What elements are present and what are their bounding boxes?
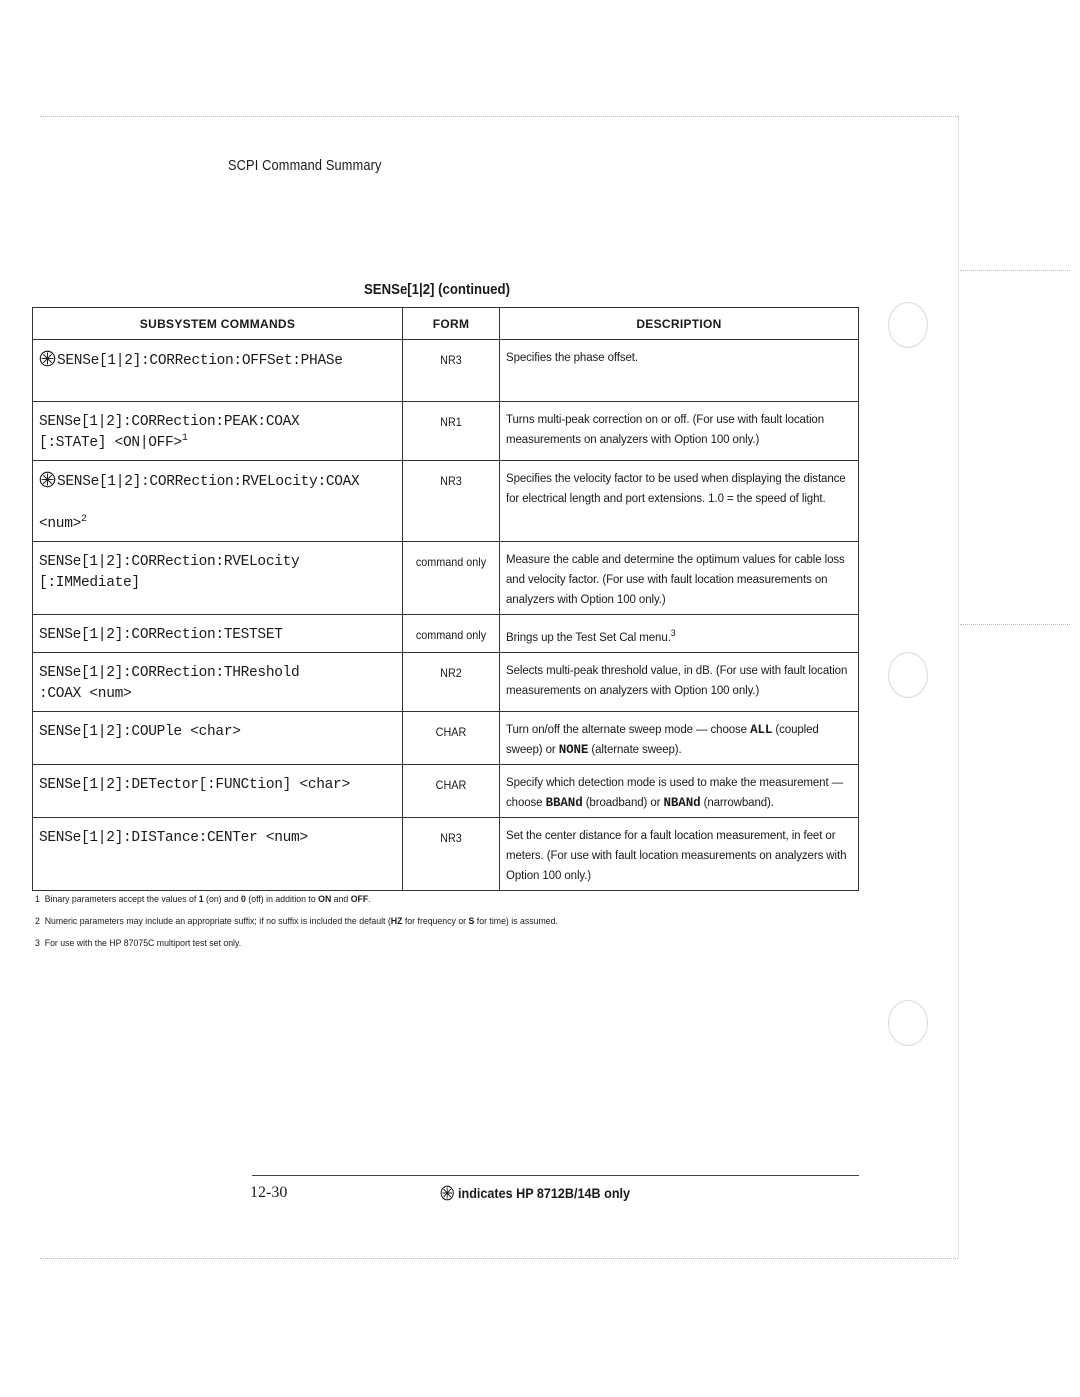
command-text: SENSe[1|2]:DISTance:CENTer <num> [39,830,308,846]
description-text-a: Specify which detection mode is used to make the measurement — choose [506,777,844,809]
footnote-text: Binary parameters accept the values of [44,894,199,905]
footnote-1 [35,889,558,911]
description-text: Brings up the Test Set Cal menu. [506,631,671,644]
description-cell [500,765,859,818]
command-text: SENSe[1|2]:CORRection:OFFSet:PHASe [57,353,343,369]
table-row [33,402,859,461]
description-cell [500,712,859,765]
form-cell [403,615,500,653]
scan-edge-top [40,116,958,117]
command-text-line2: :COAX <num> [39,686,132,702]
footnote-number: 3 [35,938,40,949]
table-row [33,461,859,542]
command-cell [33,461,403,542]
command-text: SENSe[1|2]:COUPle <char> [39,724,241,740]
form-cell [403,818,500,891]
table-row [33,340,859,402]
table-header-row [33,308,859,340]
description-text-a: Turn on/off the alternate sweep mode — choose [506,724,751,736]
footnote-ref: 2 [81,514,87,526]
table-row [33,765,859,818]
description-text: Turns multi-peak correction on or off. (For use with fault location measurements on analyzers with Option 100 only.) [506,414,824,446]
form-cell [403,542,500,615]
keyword-all: ALL [750,723,773,737]
footnotes [35,889,558,955]
command-cell [33,340,403,402]
page-number: 12-30 [250,1184,288,1201]
command-table [32,307,859,891]
form-cell [403,712,500,765]
description-text-c: (alternate sweep). [588,744,682,756]
footnote-value-zero: 0 [241,894,246,905]
hp-8712b-14b-icon [440,1185,454,1201]
footnote-text: and [331,894,351,905]
command-cell [33,402,403,461]
description-text-c: (narrowband). [700,797,774,809]
footer-note [440,1185,630,1201]
command-text-line2: <num> [39,516,82,532]
footnote-ref: 3 [670,628,676,638]
table-row [33,818,859,891]
keyword-bband: BBANd [545,796,583,810]
footnote-text: (on) and [203,894,242,905]
description-cell [500,340,859,402]
description-cell [500,402,859,461]
table-row [33,712,859,765]
form-value: command only [415,555,487,569]
command-text-line1: SENSe[1|2]:CORRection:RVELocity:COAX [57,474,360,490]
footnote-value-off: OFF [350,894,369,905]
form-cell [403,340,500,402]
scan-edge-right [958,116,959,1258]
command-cell [33,615,403,653]
description-cell [500,653,859,712]
description-cell [500,542,859,615]
keyword-none: NONE [558,743,589,757]
command-cell [33,542,403,615]
footnote-number: 2 [35,916,40,927]
scan-tick-right-2 [960,624,1070,625]
footnote-text: . [368,894,371,905]
description-cell [500,818,859,891]
table-row [33,542,859,615]
form-value: NR3 [440,353,462,367]
form-cell [403,402,500,461]
hp-8712b-14b-icon [39,471,56,488]
table-row [33,615,859,653]
description-text-b: (broadband) or [582,797,664,809]
description-text: Selects multi-peak threshold value, in dB. (For use with fault location measurements on analyzers with Option 100 only.) [506,665,848,697]
description-cell [500,461,859,542]
description-text: Specifies the phase offset. [506,352,638,364]
table-row [33,653,859,712]
description-text-b: (coupled sweep) or [506,724,819,756]
command-cell [33,818,403,891]
description-text: Set the center distance for a fault location measurement, in feet or meters. (For use with fault location measurements on analyzers with Option 100 only.) [506,830,847,882]
footnote-value-hz: HZ [390,916,403,927]
command-text-line1: SENSe[1|2]:CORRection:THReshold [39,665,300,681]
footnote-value-on: ON [318,894,332,905]
footnote-value-one: 1 [198,894,204,905]
form-value: NR3 [440,474,462,488]
col-header-form: FORM [403,308,500,340]
keyword-nband: NBANd [663,796,701,810]
footer-rule [252,1175,859,1176]
section-title: SCPI Command Summary [228,157,382,174]
form-value: command only [415,628,487,642]
description-text: Measure the cable and determine the optimum values for cable loss and velocity factor. (For use with fault location measurements on analyzers with Option 100 only.) [506,554,845,606]
footnote-ref: 1 [181,433,188,445]
table-title: SENSe[1|2] (continued) [364,281,510,298]
description-text: Specifies the velocity factor to be used when displaying the distance for electrical length and port extensions. 1.0 = the speed of light. [506,473,846,505]
footnote-value-s: S [468,916,475,927]
hp-8712b-14b-icon [39,350,56,367]
command-cell [33,712,403,765]
form-value: NR1 [440,415,462,429]
form-value: NR2 [440,666,462,680]
footnote-number: 1 [35,894,40,905]
binder-hole-middle [888,652,928,698]
command-text-line1: SENSe[1|2]:CORRection:RVELocity [39,554,300,570]
form-value: NR3 [440,831,462,845]
footnote-text: Numeric parameters may include an appropriate suffix; if no suffix is included the default ( [44,916,391,927]
scan-tick-right [960,270,1070,271]
form-cell [403,653,500,712]
scan-edge-bottom [40,1258,958,1259]
binder-hole-bottom [888,1000,928,1046]
col-header-description: DESCRIPTION [500,308,859,340]
form-cell [403,461,500,542]
col-header-subsystem: SUBSYSTEM COMMANDS [33,308,403,340]
command-cell [33,765,403,818]
form-cell [403,765,500,818]
footnote-2 [35,911,558,933]
footnote-text: for time) is assumed. [474,916,558,927]
command-cell [33,653,403,712]
footnote-3 [35,933,558,955]
command-text-line2: [:IMMediate] [39,575,140,591]
binder-hole-top [888,302,928,348]
footnote-text: (off) in addition to [245,894,319,905]
footnote-text: for frequency or [402,916,469,927]
command-text-line2: [:STATe] <ON|OFF> [39,435,182,451]
footer-note-text: indicates HP 8712B/14B only [458,1185,631,1201]
description-cell [500,615,859,653]
command-text-line1: SENSe[1|2]:CORRection:PEAK:COAX [39,414,300,430]
command-text: SENSe[1|2]:DETector[:FUNCtion] <char> [39,777,350,793]
footnote-text: For use with the HP 87075C multiport test set only. [44,938,242,949]
form-value: CHAR [435,725,467,739]
command-text: SENSe[1|2]:CORRection:TESTSET [39,627,283,643]
form-value: CHAR [435,778,467,792]
